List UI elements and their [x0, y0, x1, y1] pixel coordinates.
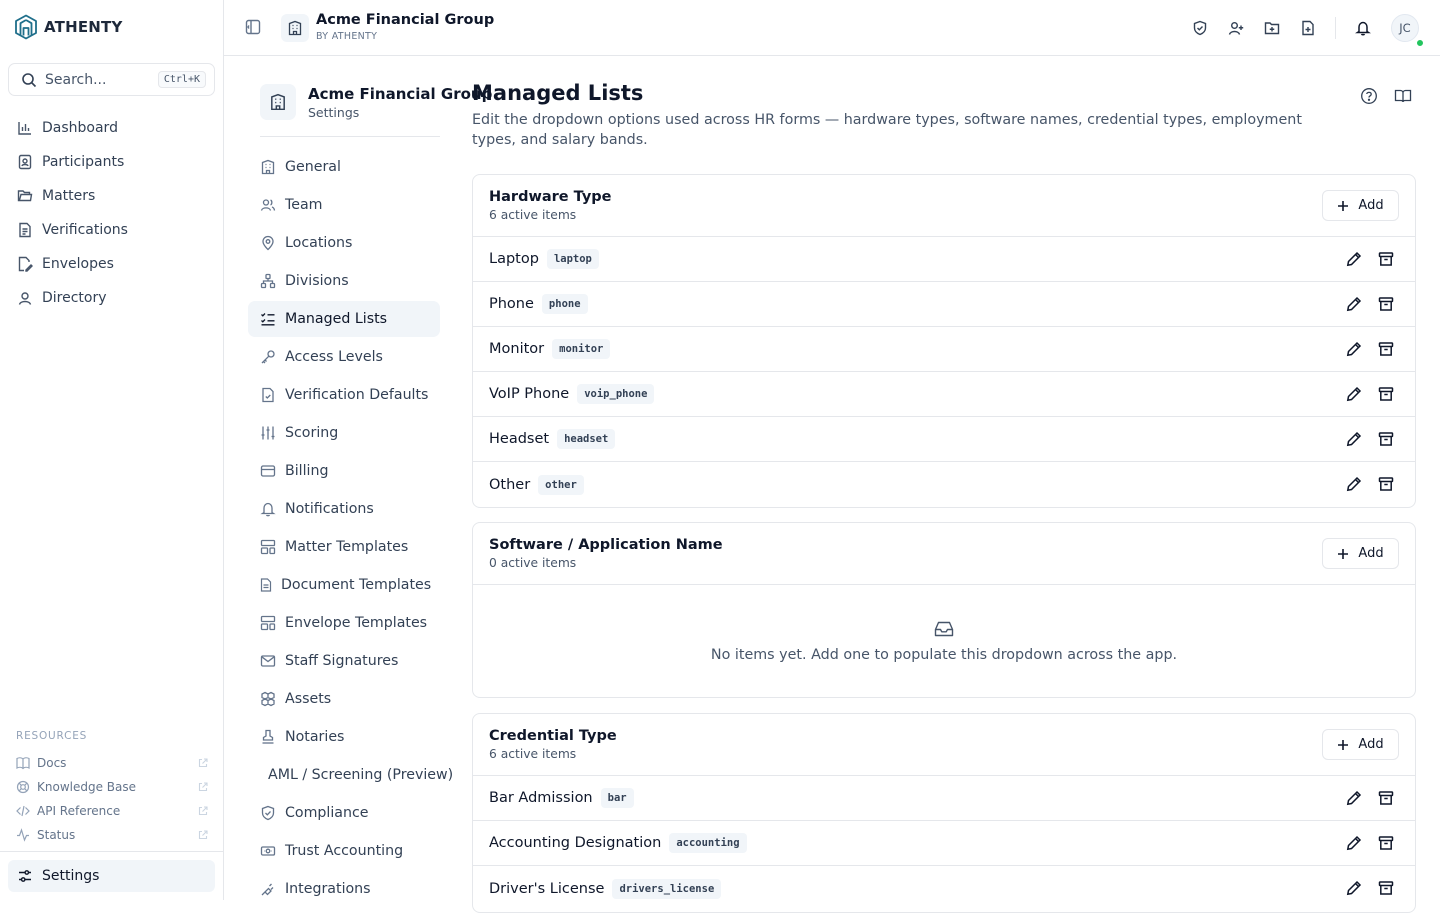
card-title: Credential Type [489, 728, 617, 744]
athenty-logo-icon [14, 14, 38, 40]
external-link-icon [198, 806, 208, 816]
archive-icon[interactable] [1376, 384, 1395, 404]
org-subtitle: BY ATHENTY [316, 31, 378, 42]
settings-item-compliance[interactable]: Compliance [248, 794, 440, 832]
add-item-button[interactable]: Add [1322, 729, 1399, 760]
item-code-badge: headset [557, 429, 615, 449]
card-header [473, 714, 1415, 776]
edit-pencil-icon[interactable] [1344, 474, 1363, 494]
nav-item-dashboard[interactable] [8, 111, 215, 145]
managed-list-card-credential-type [472, 713, 1416, 913]
avatar-initials: JC [1399, 21, 1411, 35]
stamp-icon [260, 729, 276, 745]
archive-icon[interactable] [1376, 429, 1395, 449]
archive-icon[interactable] [1376, 294, 1395, 314]
header-divider [1335, 17, 1336, 39]
bell-icon [260, 501, 276, 517]
building-icon [260, 84, 296, 120]
page-title: Managed Lists [472, 81, 644, 105]
settings-item-envelope-templates[interactable]: Envelope Templates [248, 604, 440, 642]
item-code-badge: voip_phone [577, 384, 654, 404]
settings-item-matter-templates[interactable]: Matter Templates [248, 528, 440, 566]
nav-item-settings[interactable] [8, 860, 215, 892]
card-header [473, 175, 1415, 237]
item-label: Driver's License [489, 880, 605, 897]
managed-list-card-software-name [472, 522, 1416, 698]
list-item [473, 776, 1415, 821]
plus-icon [1337, 548, 1349, 560]
card-title: Hardware Type [489, 189, 612, 205]
settings-subtitle: Settings [308, 105, 360, 120]
archive-icon[interactable] [1376, 833, 1395, 853]
add-item-button[interactable]: Add [1322, 190, 1399, 221]
nav-label: Matters [42, 188, 96, 204]
item-label: Bar Admission [489, 790, 593, 806]
file-plus-icon[interactable] [1290, 10, 1326, 46]
nav-item-verifications[interactable] [8, 213, 215, 247]
settings-item-scoring[interactable]: Scoring [248, 414, 440, 452]
settings-item-locations[interactable]: Locations [248, 224, 440, 262]
list-item [473, 327, 1415, 372]
layout-template-icon [260, 615, 276, 631]
item-code-badge: drivers_license [612, 879, 721, 899]
archive-icon[interactable] [1376, 878, 1395, 898]
bell-icon[interactable] [1345, 10, 1381, 46]
settings-nav [248, 56, 493, 900]
search-icon [21, 72, 37, 88]
folder-plus-icon[interactable] [1254, 10, 1290, 46]
org-name[interactable]: Acme Financial Group [316, 12, 495, 28]
search-input[interactable] [8, 63, 215, 96]
header-actions [1182, 0, 1440, 56]
archive-icon[interactable] [1376, 249, 1395, 269]
edit-pencil-icon[interactable] [1344, 833, 1363, 853]
mail-icon [260, 653, 276, 669]
settings-item-verification-defaults[interactable]: Verification Defaults [248, 376, 440, 414]
credit-card-icon [260, 463, 276, 479]
card-header [473, 523, 1415, 585]
nav-label: Dashboard [42, 120, 118, 136]
settings-sliders-icon [17, 868, 33, 884]
layout-template-icon [260, 539, 276, 555]
file-signature-icon [17, 256, 33, 272]
managed-list-card-hardware-type [472, 174, 1416, 508]
top-header [224, 0, 1440, 56]
archive-icon[interactable] [1376, 339, 1395, 359]
activity-icon [16, 828, 30, 842]
settings-item-notaries[interactable]: Notaries [248, 718, 440, 756]
item-label: Headset [489, 431, 550, 447]
item-code-badge: phone [542, 294, 588, 314]
card-title: Software / Application Name [489, 537, 723, 553]
file-text-icon [17, 222, 33, 238]
file-check-icon [260, 387, 276, 403]
card-count: 6 active items [489, 208, 577, 222]
empty-state-text: No items yet. Add one to populate this dropdown across the app. [710, 646, 1178, 663]
external-link-icon [198, 782, 208, 792]
brand-logo[interactable] [14, 14, 123, 40]
item-code-badge: accounting [669, 833, 746, 853]
building-icon [260, 159, 276, 175]
sidebar-toggle-icon[interactable] [245, 19, 261, 35]
folder-icon [17, 188, 33, 204]
edit-pencil-icon[interactable] [1344, 294, 1363, 314]
shield-check-icon[interactable] [1182, 10, 1218, 46]
list-item [473, 417, 1415, 462]
item-code-badge: monitor [552, 339, 610, 359]
external-link-icon [198, 758, 208, 768]
settings-item-document-templates[interactable]: Document Templates [248, 566, 440, 604]
item-label: Monitor [489, 341, 545, 357]
empty-state [473, 585, 1415, 697]
resources-section [16, 730, 208, 847]
resource-link-api-reference[interactable]: API Reference [16, 799, 208, 823]
plus-icon [1337, 739, 1349, 751]
nav-label: Envelopes [42, 256, 114, 272]
banknote-icon [260, 843, 276, 859]
edit-pencil-icon[interactable] [1344, 788, 1363, 808]
edit-pencil-icon[interactable] [1344, 429, 1363, 449]
user-icon [17, 290, 33, 306]
settings-item-staff-signatures[interactable]: Staff Signatures [248, 642, 440, 680]
network-icon [260, 273, 276, 289]
main-nav [8, 111, 215, 315]
list-item [473, 866, 1415, 911]
list-item [473, 372, 1415, 417]
sliders-icon [260, 425, 276, 441]
brand-name: ATHENTY [44, 18, 123, 36]
resource-link-docs[interactable]: Docs [16, 751, 208, 775]
plus-icon [1337, 200, 1349, 212]
item-code-badge: other [538, 475, 584, 495]
external-link-icon [198, 830, 208, 840]
page-description: Edit the dropdown options used across HR forms — hardware types, software names, credential types, employment types, and salary bands. [472, 112, 1302, 148]
edit-pencil-icon[interactable] [1344, 384, 1363, 404]
search-placeholder: Search... [45, 71, 107, 88]
item-label: Other [489, 476, 531, 493]
item-label: Accounting Designation [489, 835, 662, 851]
boxes-icon [260, 691, 276, 707]
list-checks-icon [260, 311, 276, 327]
card-count: 0 active items [489, 556, 577, 570]
code-icon [16, 804, 30, 818]
id-card-icon [17, 154, 33, 170]
settings-item-assets[interactable]: Assets [248, 680, 440, 718]
nav-item-matters[interactable] [8, 179, 215, 213]
main-content [472, 56, 1416, 900]
help-circle-icon[interactable] [1356, 85, 1382, 107]
settings-item-notifications[interactable]: Notifications [248, 490, 440, 528]
bar-chart-icon [17, 120, 33, 136]
user-plus-icon[interactable] [1218, 10, 1254, 46]
book-open-icon[interactable] [1390, 85, 1416, 107]
resources-title: RESOURCES [16, 730, 88, 742]
lifebuoy-icon [16, 780, 30, 794]
inbox-icon [934, 620, 954, 638]
plug-icon [260, 881, 276, 897]
org-building-icon [281, 14, 309, 42]
user-avatar[interactable] [1391, 14, 1419, 42]
settings-item-integrations[interactable]: Integrations [248, 870, 440, 908]
list-item [473, 282, 1415, 327]
resource-link-knowledge-base[interactable]: Knowledge Base [16, 775, 208, 799]
settings-item-access-levels[interactable]: Access Levels [248, 338, 440, 376]
settings-item-managed-lists[interactable]: Managed Lists [248, 301, 440, 337]
settings-item-aml-screening[interactable]: AML / Screening (Preview) [268, 767, 454, 783]
online-status-dot [1416, 39, 1424, 47]
nav-item-directory[interactable] [8, 281, 215, 315]
search-shortcut: Ctrl+K [158, 71, 206, 88]
file-icon [260, 578, 272, 592]
resource-link-status[interactable]: Status [16, 823, 208, 847]
nav-item-envelopes[interactable] [8, 247, 215, 281]
nav-item-participants[interactable] [8, 145, 215, 179]
users-icon [260, 197, 276, 213]
app-sidebar [0, 0, 224, 900]
map-pin-icon [260, 235, 276, 251]
list-item [473, 462, 1415, 507]
settings-item-general[interactable]: General [248, 148, 440, 186]
key-icon [260, 349, 276, 365]
settings-nav-header [248, 84, 493, 136]
item-label: Laptop [489, 251, 539, 267]
archive-icon[interactable] [1376, 474, 1395, 494]
nav-label: Directory [42, 290, 107, 306]
nav-label: Verifications [42, 222, 128, 238]
edit-pencil-icon[interactable] [1344, 878, 1363, 898]
settings-nav-list [248, 148, 454, 908]
item-code-badge: laptop [547, 249, 599, 269]
settings-nav-divider [260, 136, 440, 137]
edit-pencil-icon[interactable] [1344, 339, 1363, 359]
settings-item-billing[interactable]: Billing [248, 452, 440, 490]
shield-check-icon [260, 805, 276, 821]
edit-pencil-icon[interactable] [1344, 249, 1363, 269]
archive-icon[interactable] [1376, 788, 1395, 808]
item-label: Phone [489, 296, 534, 312]
sidebar-divider [0, 851, 223, 852]
item-label: VoIP Phone [489, 386, 570, 402]
settings-item-trust-accounting[interactable]: Trust Accounting [248, 832, 440, 870]
card-count: 6 active items [489, 747, 577, 761]
list-item [473, 237, 1415, 282]
settings-label: Settings [42, 868, 100, 884]
item-code-badge: bar [601, 788, 634, 808]
settings-item-team[interactable]: Team [248, 186, 440, 224]
settings-org-name: Acme Financial Group [308, 85, 493, 103]
page-help-actions [1356, 85, 1416, 107]
list-item [473, 821, 1415, 866]
settings-item-divisions[interactable]: Divisions [248, 262, 440, 300]
add-item-button[interactable]: Add [1322, 538, 1399, 569]
book-icon [16, 756, 30, 770]
nav-label: Participants [42, 154, 125, 170]
